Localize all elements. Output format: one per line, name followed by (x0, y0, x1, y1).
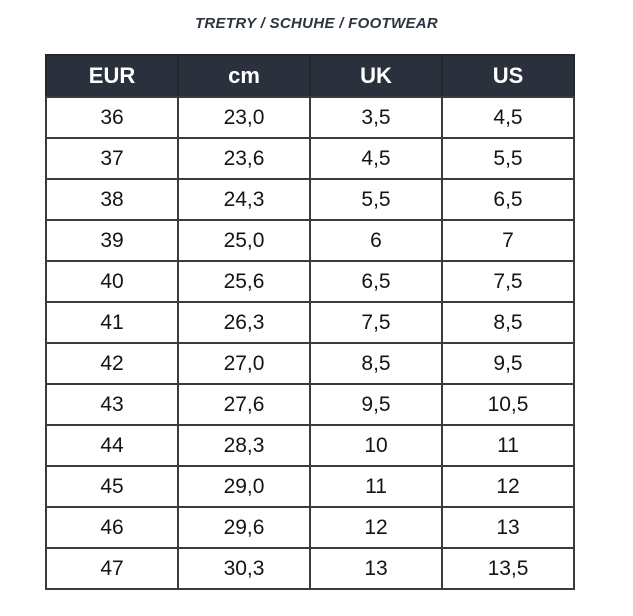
table-cell: 3,5 (310, 97, 442, 138)
table-cell: 6,5 (310, 261, 442, 302)
table-cell: 29,0 (178, 466, 310, 507)
table-cell: 29,6 (178, 507, 310, 548)
table-cell: 7 (442, 220, 574, 261)
table-cell: 24,3 (178, 179, 310, 220)
table-cell: 43 (46, 384, 178, 425)
table-cell: 13,5 (442, 548, 574, 589)
table-cell: 26,3 (178, 302, 310, 343)
table-cell: 10,5 (442, 384, 574, 425)
header-us: US (442, 55, 574, 97)
table-cell: 27,0 (178, 343, 310, 384)
table-cell: 5,5 (442, 138, 574, 179)
table-row (46, 138, 574, 179)
table-cell: 45 (46, 466, 178, 507)
table-cell: 42 (46, 343, 178, 384)
table-cell: 7,5 (310, 302, 442, 343)
table-cell: 47 (46, 548, 178, 589)
table-row (46, 97, 574, 138)
table-cell: 5,5 (310, 179, 442, 220)
table-cell: 30,3 (178, 548, 310, 589)
table-cell: 36 (46, 97, 178, 138)
table-cell: 44 (46, 425, 178, 466)
table-row (46, 343, 574, 384)
table-row (46, 179, 574, 220)
table-cell: 39 (46, 220, 178, 261)
header-uk: UK (310, 55, 442, 97)
table-cell: 23,6 (178, 138, 310, 179)
table-row (46, 384, 574, 425)
table-row (46, 261, 574, 302)
table-cell: 9,5 (442, 343, 574, 384)
table-cell: 28,3 (178, 425, 310, 466)
table-cell: 6 (310, 220, 442, 261)
table-cell: 11 (310, 466, 442, 507)
table-cell: 13 (310, 548, 442, 589)
header-cm: cm (178, 55, 310, 97)
table-row (46, 425, 574, 466)
table-cell: 46 (46, 507, 178, 548)
table-cell: 7,5 (442, 261, 574, 302)
table-cell: 12 (442, 466, 574, 507)
table-cell: 8,5 (442, 302, 574, 343)
table-cell: 12 (310, 507, 442, 548)
table-row (46, 220, 574, 261)
table-row (46, 466, 574, 507)
table-cell: 8,5 (310, 343, 442, 384)
table-cell: 27,6 (178, 384, 310, 425)
table-cell: 13 (442, 507, 574, 548)
table-cell: 4,5 (310, 138, 442, 179)
table-cell: 25,0 (178, 220, 310, 261)
table-row (46, 302, 574, 343)
table-cell: 40 (46, 261, 178, 302)
table-cell: 9,5 (310, 384, 442, 425)
table-cell: 41 (46, 302, 178, 343)
table-cell: 10 (310, 425, 442, 466)
table-cell: 4,5 (442, 97, 574, 138)
header-eur: EUR (46, 55, 178, 97)
page-title: TRETRY / SCHUHE / FOOTWEAR (194, 15, 439, 32)
table-cell: 37 (46, 138, 178, 179)
table-cell: 11 (442, 425, 574, 466)
table-cell: 38 (46, 179, 178, 220)
size-conversion-table (45, 54, 575, 590)
size-table-body (46, 97, 574, 589)
table-cell: 25,6 (178, 261, 310, 302)
table-cell: 23,0 (178, 97, 310, 138)
table-header-row (46, 55, 574, 97)
table-row (46, 548, 574, 589)
table-row (46, 507, 574, 548)
table-cell: 6,5 (442, 179, 574, 220)
